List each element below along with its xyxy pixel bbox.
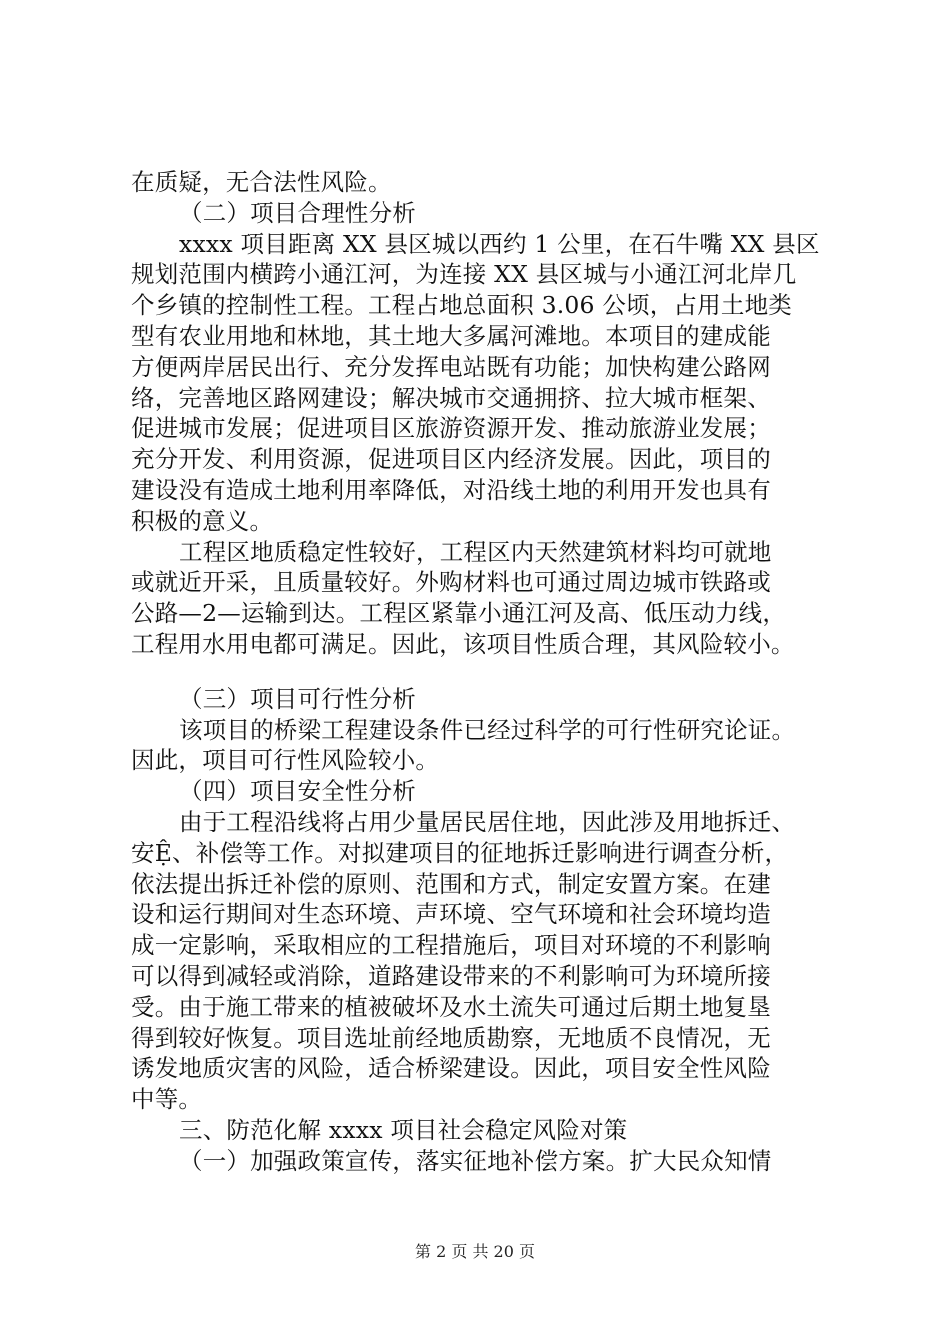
text-line: 设和运行期间对生态环境、声环境、空气环境和社会环境均造 [131, 900, 771, 929]
section-heading-4: （四）项目安全性分析 [179, 777, 416, 806]
section-heading-3-main: 三、防范化解 xxxx 项目社会稳定风险对策 [179, 1115, 628, 1144]
page-number: 第 2 页 共 20 页 [415, 1242, 535, 1261]
text-line: 建设没有造成土地利用率降低，对沿线土地的利用开发也具有 [131, 475, 771, 504]
document-body [131, 167, 831, 1177]
text-line: 促进城市发展；促进项目区旅游资源开发、推动旅游业发展； [131, 414, 771, 443]
page-footer [0, 1242, 950, 1262]
text-line: 受。由于施工带来的植被破坏及水土流失可通过后期土地复垦 [131, 992, 771, 1021]
text-line: 工程用水用电都可满足。因此，该项目性质合理，其风险较小。 [131, 629, 795, 658]
text-line: 安Ệ、补偿等工作。对拟建项目的征地拆迁影响进行调查分析， [131, 838, 789, 867]
text-line: 或就近开采，且质量较好。外购材料也可通过周边城市铁路或 [131, 568, 771, 597]
text-line: 充分开发、利用资源，促进项目区内经济发展。因此，项目的 [131, 445, 771, 474]
text-line: 公路—2—运输到达。工程区紧靠小通江河及高、低压动力线， [131, 599, 787, 628]
text-line: 依法提出拆迁补偿的原则、范围和方式，制定安置方案。在建 [131, 869, 771, 898]
section-heading-3: （三）项目可行性分析 [179, 684, 416, 713]
text-line: 积极的意义。 [131, 506, 274, 535]
paragraph-gap [131, 660, 831, 684]
text-line: 规划范围内横跨小通江河，为连接 XX 县区城与小通江河北岸几 [131, 260, 797, 289]
text-line: 得到较好恢复。项目选址前经地质勘察，无地质不良情况，无 [131, 1023, 771, 1052]
text-line: 诱发地质灾害的风险，适合桥梁建设。因此，项目安全性风险 [131, 1054, 771, 1083]
text-line: 个乡镇的控制性工程。工程占地总面积 3.06 公顷，占用土地类 [131, 291, 792, 320]
text-line: 因此，项目可行性风险较小。 [131, 746, 440, 775]
text-line: 由于工程沿线将占用少量居民居住地，因此涉及用地拆迁、 [179, 807, 796, 836]
text-line: 该项目的桥梁工程建设条件已经过科学的可行性研究论证。 [179, 715, 796, 744]
text-line: 型有农业用地和林地，其土地大多属河滩地。本项目的建成能 [131, 321, 771, 350]
text-line: 成一定影响，采取相应的工程措施后，项目对环境的不利影响 [131, 931, 771, 960]
text-line: 可以得到减轻或消除，道路建设带来的不利影响可为环境所接 [131, 961, 771, 990]
text-line: xxxx 项目距离 XX 县区城以西约 1 公里，在石牛嘴 XX 县区 [179, 229, 820, 258]
text-line: 方便两岸居民出行、充分发挥电站既有功能；加快构建公路网 [131, 352, 771, 381]
text-line: 在质疑，无合法性风险。 [131, 168, 392, 196]
text-line: （一）加强政策宣传，落实征地补偿方案。扩大民众知情 [179, 1146, 772, 1175]
text-line: 工程区地质稳定性较好，工程区内天然建筑材料均可就地 [179, 537, 772, 566]
text-line: 中等。 [131, 1085, 203, 1114]
text-line: 络，完善地区路网建设；解决城市交通拥挤、拉大城市框架、 [131, 383, 771, 412]
section-heading-2: （二）项目合理性分析 [179, 198, 416, 227]
